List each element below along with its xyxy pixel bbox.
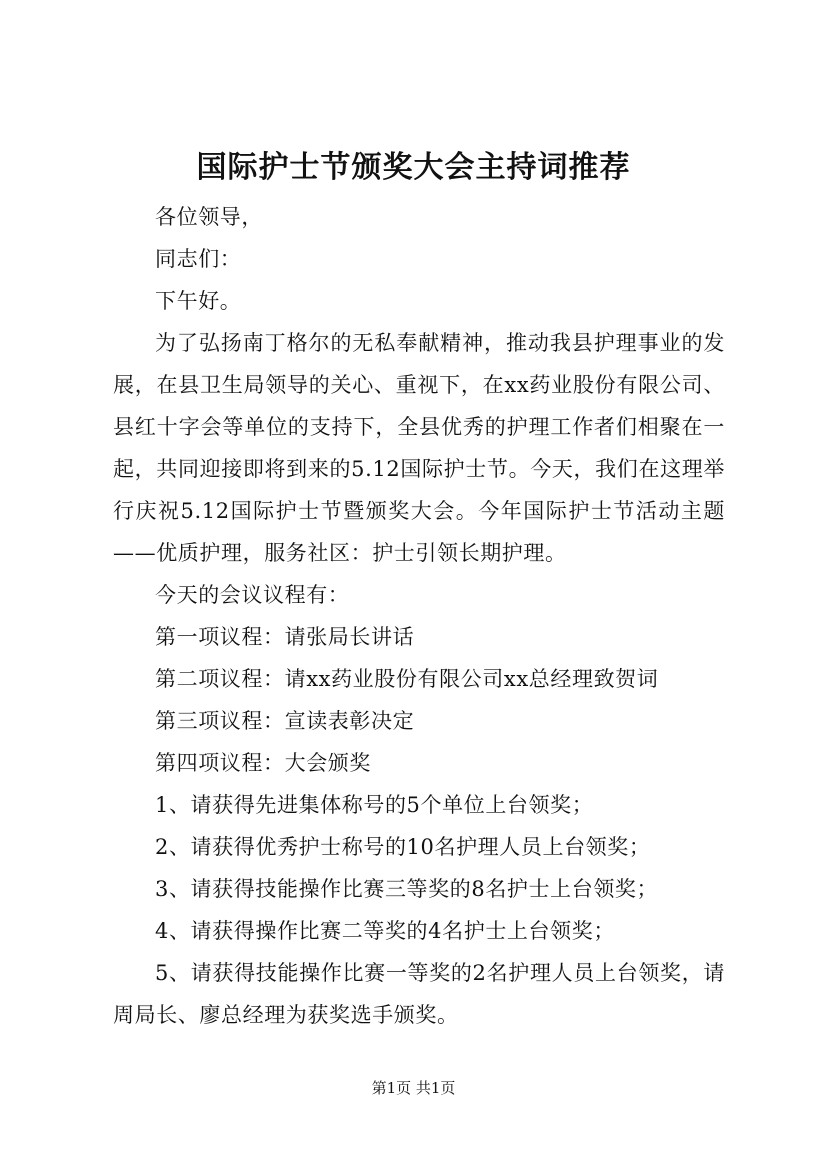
agenda-item-1: 第一项议程：请张局长讲话 [155,625,415,649]
document-body [113,196,725,1036]
agenda-item-3: 第三项议程：宣读表彰决定 [155,709,415,733]
award-item-5: 5、请获得技能操作比赛一等奖的2名护理人员上台领奖，请周局长、廖总经理为获奖选手颁奖。 [113,961,725,1027]
agenda-item-2: 第二项议程：请xx药业股份有限公司xx总经理致贺词 [155,667,659,691]
greeting: 下午好。 [155,289,242,313]
salutation-leaders: 各位领导， [155,205,263,229]
page-footer: 第1页 共1页 [371,1079,456,1097]
agenda-item-4: 第四项议程：大会颁奖 [155,751,371,775]
intro-paragraph: 为了弘扬南丁格尔的无私奉献精神，推动我县护理事业的发展，在县卫生局领导的关心、重视下，在xx药业股份有限公司、县红十字会等单位的支持下，全县优秀的护理工作者们相聚在一起，共同迎接即将到来的5.12国际护士节。今天，我们在这理举行庆祝5.12国际护士节暨颁奖大会。今年国际护士节活动主题——优质护理，服务社区：护士引领长期护理。 [113,331,725,565]
award-item-2: 2、请获得优秀护士称号的10名护理人员上台领奖； [155,835,651,859]
agenda-heading: 今天的会议议程有： [155,583,350,607]
salutation-comrades: 同志们： [155,247,242,271]
document-title: 国际护士节颁奖大会主持词推荐 [196,150,631,185]
award-item-3: 3、请获得技能操作比赛三等奖的8名护士上台领奖； [155,877,659,901]
award-item-1: 1、请获得先进集体称号的5个单位上台领奖； [155,793,594,817]
award-item-4: 4、请获得操作比赛二等奖的4名护士上台领奖； [155,919,615,943]
